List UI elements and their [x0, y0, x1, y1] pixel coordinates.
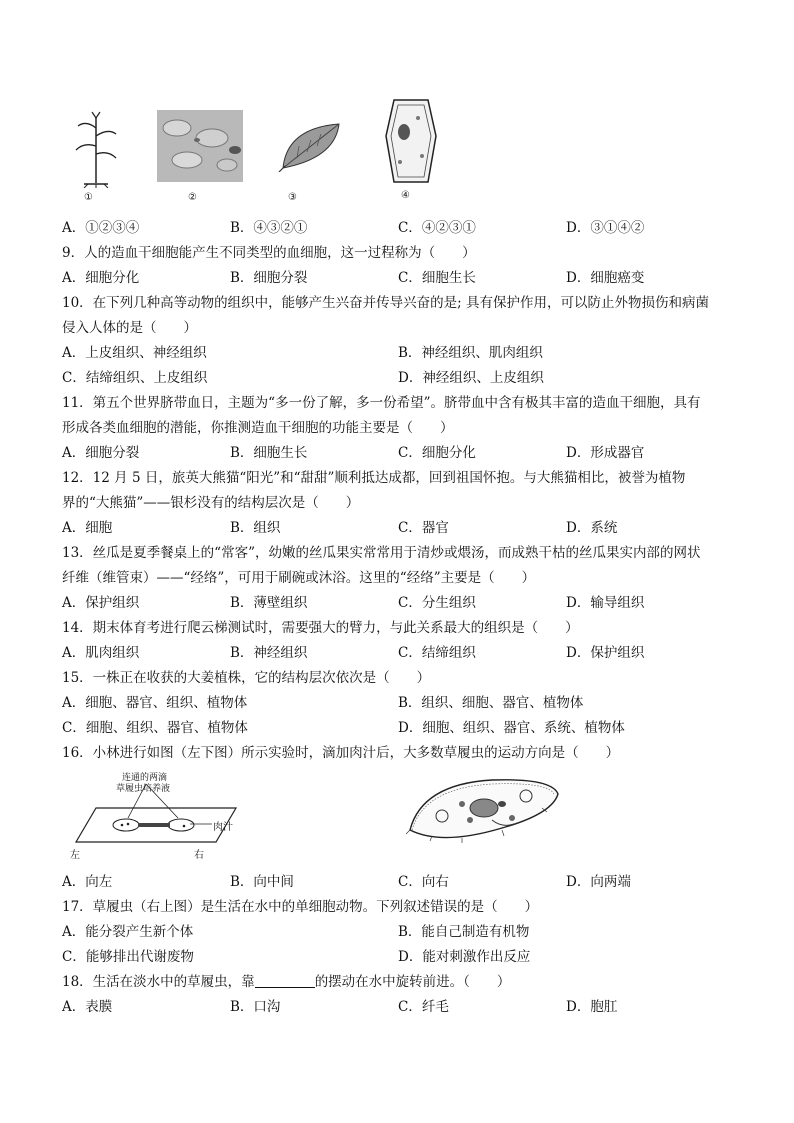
q16-stem: 16．小林进行如图（左下图）所示实验时，滴加肉汁后，大多数草履虫的运动方向是（ ）: [62, 745, 620, 761]
q16-option-b: B．向中间: [230, 874, 294, 890]
figure-paramecium: [402, 774, 564, 844]
q11-option-a: A．细胞分裂: [62, 445, 140, 461]
q11-stem-line1: 11．第五个世界脐带血日，主题为“多一份了解，多一份希望”。脐带血中含有极其丰富的造血干细胞，具有: [62, 395, 701, 411]
q14-option-c: C．结缔组织: [398, 645, 476, 661]
q10-option-d: D．神经组织、上皮组织: [398, 370, 544, 386]
q8-option-c: C．④②③①: [398, 220, 476, 236]
q10-option-a: A．上皮组织、神经组织: [62, 345, 207, 361]
q16-figure-right-label: 右: [194, 850, 204, 861]
figure-plant-cell: [382, 96, 440, 186]
q18-option-b: B．口沟: [230, 999, 281, 1015]
q14-option-d: D．保护组织: [566, 645, 645, 661]
q17-option-d: D．能对刺激作出反应: [398, 949, 531, 965]
q9-option-a: A．细胞分化: [62, 270, 140, 286]
q9-option-b: B．细胞分裂: [230, 270, 308, 286]
q16-option-c: C．向右: [398, 874, 449, 890]
figure-leaf: [277, 118, 349, 172]
q12-option-c: C．器官: [398, 520, 449, 536]
q8-option-b: B．④③②①: [230, 220, 308, 236]
q13-stem-line2: 纤维（维管束）——“经络”，可用于刷碗或沐浴。这里的“经络”主要是（ ）: [62, 570, 536, 586]
q11-stem-line2: 形成各类血细胞的潜能，你推测造血干细胞的功能主要是（ ）: [62, 420, 454, 436]
q18-stem-after: 的摆动在水中旋转前进。（ ）: [314, 974, 511, 990]
q13-option-c: C．分生组织: [398, 595, 476, 611]
figure-label-2: ②: [188, 192, 197, 203]
q16-figure-caption-2: 草履虫培养液: [116, 784, 171, 794]
q9-option-c: C．细胞生长: [398, 270, 476, 286]
q12-stem-line2: 界的“大熊猫”——银杉没有的结构层次是（ ）: [62, 495, 360, 511]
q18-answer-blank: [255, 975, 315, 988]
q8-option-a: A．①②③④: [62, 220, 140, 236]
q13-option-a: A．保护组织: [62, 595, 140, 611]
figure-plant: [66, 108, 126, 188]
q15-option-d: D．细胞、组织、器官、系统、植物体: [398, 720, 625, 736]
q17-stem: 17．草履虫（右上图）是生活在水中的单细胞动物。下列叙述错误的是（ ）: [62, 899, 539, 915]
q18-option-c: C．纤毛: [398, 999, 449, 1015]
figure-label-4: ④: [401, 190, 410, 201]
q16-option-a: A．向左: [62, 874, 113, 890]
q10-option-b: B．神经组织、肌肉组织: [398, 345, 543, 361]
q10-stem-line1: 10．在下列几种高等动物的组织中，能够产生兴奋并传导兴奋的是; 具有保护作用，可以防止外物损伤和病菌: [62, 295, 710, 311]
q13-stem-line1: 13．丝瓜是夏季餐桌上的“常客”，幼嫩的丝瓜果实常常用于清炒或煨汤，而成熟干枯的丝瓜果实内部的网状: [62, 545, 701, 561]
q16-figure-caption-1: 连通的两滴: [122, 773, 168, 783]
q14-option-a: A．肌肉组织: [62, 645, 140, 661]
q17-option-b: B．能自己制造有机物: [398, 924, 530, 940]
q11-option-d: D．形成器官: [566, 445, 645, 461]
q16-figure-left-label: 左: [70, 850, 80, 861]
q13-option-b: B．薄壁组织: [230, 595, 308, 611]
q14-option-b: B．神经组织: [230, 645, 308, 661]
q16-figure-meat-label: 肉汁: [213, 822, 233, 833]
q12-option-b: B．组织: [230, 520, 281, 536]
q16-option-d: D．向两端: [566, 874, 631, 890]
figure-label-3: ③: [288, 192, 297, 203]
q12-option-d: D．系统: [566, 520, 618, 536]
q17-option-c: C．能够排出代谢废物: [62, 949, 194, 965]
q14-stem: 14．期末体育考进行爬云梯测试时，需要强大的臂力，与此关系最大的组织是（ ）: [62, 620, 579, 636]
q10-stem-line2: 侵入人体的是（ ）: [62, 320, 197, 336]
q10-option-c: C．结缔组织、上皮组织: [62, 370, 208, 386]
q18-option-a: A．表膜: [62, 999, 113, 1015]
q12-stem-line1: 12．12 月 5 日，旅英大熊猫“阳光”和“甜甜”顺利抵达成都，回到祖国怀抱。与大熊猫相比，被誉为植物: [62, 470, 686, 486]
q9-option-d: D．细胞癌变: [566, 270, 645, 286]
q15-option-c: C．细胞、组织、器官、植物体: [62, 720, 248, 736]
q12-option-a: A．细胞: [62, 520, 113, 536]
figure-tissue-micrograph: [157, 110, 243, 182]
q17-option-a: A．能分裂产生新个体: [62, 924, 194, 940]
q18-stem-before: 18．生活在淡水中的草履虫，靠: [62, 974, 255, 990]
q15-option-a: A．细胞、器官、组织、植物体: [62, 695, 248, 711]
q9-stem: 9．人的造血干细胞能产生不同类型的血细胞，这一过程称为（ ）: [62, 245, 476, 261]
q18-stem: [62, 970, 510, 990]
q15-option-b: B．组织、细胞、器官、植物体: [398, 695, 584, 711]
figure-label-1: ①: [84, 192, 93, 203]
q8-option-d: D．③①④②: [566, 220, 645, 236]
q13-option-d: D．输导组织: [566, 595, 645, 611]
q18-option-d: D．胞肛: [566, 999, 618, 1015]
q11-option-b: B．细胞生长: [230, 445, 308, 461]
q11-option-c: C．细胞分化: [398, 445, 476, 461]
q15-stem: 15．一株正在收获的大姜植株，它的结构层次依次是（ ）: [62, 670, 431, 686]
